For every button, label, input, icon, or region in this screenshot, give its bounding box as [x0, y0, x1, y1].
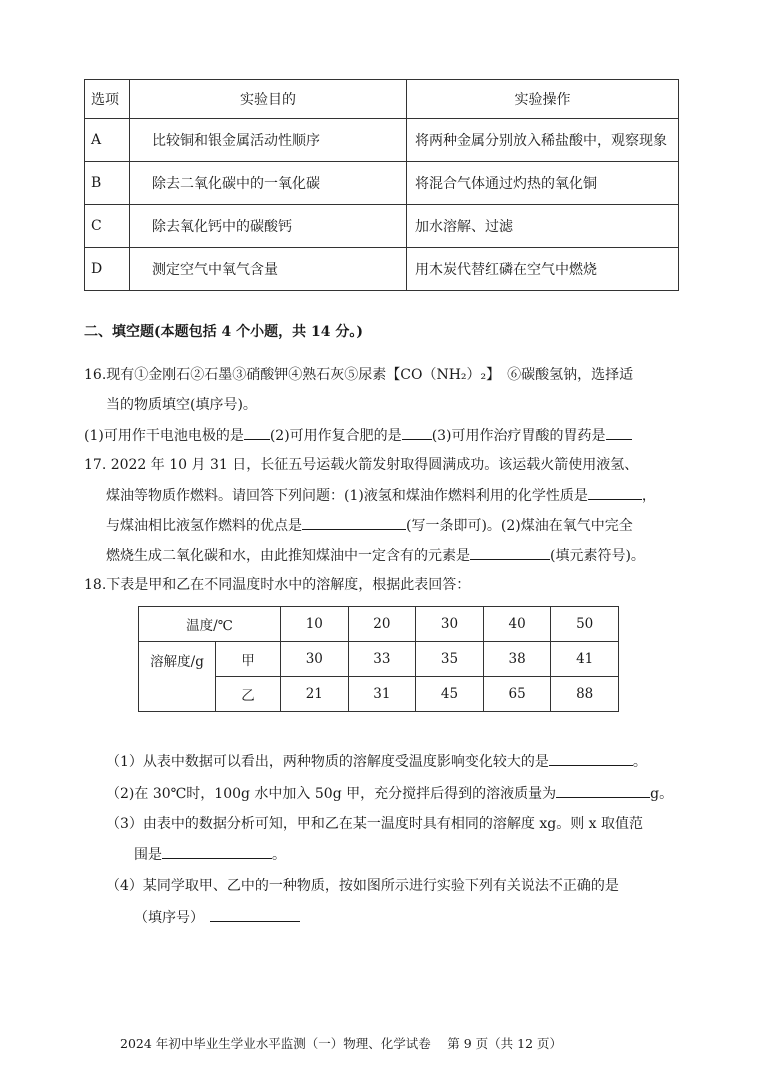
option-label: A [85, 119, 130, 162]
q16-line3 [84, 425, 632, 446]
temp-label: 温度/℃ [139, 607, 281, 642]
answer-blank[interactable] [302, 515, 406, 530]
answer-blank[interactable] [402, 425, 432, 440]
purpose-cell: 测定空气中氧气含量 [130, 248, 407, 291]
solubility-table [138, 606, 619, 712]
answer-blank[interactable] [549, 751, 633, 766]
page-footer: 2024 年初中毕业生学业水平监测（一）物理、化学试卷 第 9 页（共 12 页） [120, 1036, 563, 1051]
header-purpose: 实验目的 [130, 80, 407, 119]
answer-blank[interactable] [210, 907, 300, 922]
table-row [85, 162, 679, 205]
operation-cell: 用木炭代替红磷在空气中燃烧 [407, 248, 679, 291]
q17-line3: 与煤油相比液氢作燃料的优点是 (写一条即可)。(2)煤油在氧气中完全 [106, 515, 633, 536]
table-row [85, 248, 679, 291]
q16-sub3: (3)可用作治疗胃酸的胃药是 [431, 428, 606, 444]
option-label: C [85, 205, 130, 248]
q18-sub2: （2)在 30℃时，100g 水中加入 50g 甲，充分搅拌后得到的溶液质量为 g。 [106, 783, 673, 804]
q16-sub2: (2)可用作复合肥的是 [269, 428, 402, 444]
answer-blank[interactable] [162, 844, 272, 859]
option-table-header [85, 80, 679, 119]
solubility-label: 溶解度/g [139, 642, 216, 712]
operation-cell: 将混合气体通过灼热的氧化铜 [407, 162, 679, 205]
q18-sub3-line1: （3）由表中的数据分析可知，甲和乙在某一温度时具有相同的溶解度 xg。则 x 取值范 [106, 816, 644, 832]
answer-blank[interactable] [244, 425, 270, 440]
answer-blank[interactable] [606, 425, 632, 440]
table-row: 温度/℃ 10 20 30 40 50 [139, 607, 619, 642]
operation-cell: 加水溶解、过滤 [407, 205, 679, 248]
q16-line2: 当的物质填空(填序号)。 [106, 397, 257, 413]
q18-sub4-line1: （4）某同学取甲、乙中的一种物质，按如图所示进行实验下列有关说法不正确的是 [106, 878, 619, 894]
q18-sub3-line2: 围是 。 [134, 844, 286, 865]
table-row [85, 119, 679, 162]
purpose-cell: 除去氧化钙中的碳酸钙 [130, 205, 407, 248]
purpose-cell: 除去二氧化碳中的一氧化碳 [130, 162, 407, 205]
q17-line2: 煤油等物质作燃料。请回答下列问题：(1)液氢和煤油作燃料利用的化学性质是 ， [106, 485, 656, 506]
option-label: B [85, 162, 130, 205]
q18-intro: 18.下表是甲和乙在不同温度时水中的溶解度，根据此表回答： [84, 577, 471, 593]
table-row: 溶解度/g 甲 30 33 35 38 41 [139, 642, 619, 677]
q17-line4: 燃烧生成二氧化碳和水，由此推知煤油中一定含有的元素是 (填元素符号)。 [106, 545, 645, 566]
answer-blank[interactable] [470, 545, 550, 560]
option-label: D [85, 248, 130, 291]
header-operation: 实验操作 [407, 80, 679, 119]
table-row: 乙 21 31 45 65 88 [139, 677, 619, 712]
table-row [85, 205, 679, 248]
header-option: 选项 [85, 80, 130, 119]
operation-cell: 将两种金属分别放入稀盐酸中，观察现象 [407, 119, 679, 162]
section-title: 二、填空题(本题包括 4 个小题，共 14 分。) [84, 324, 363, 340]
option-table [84, 79, 679, 291]
q17-line1: 17. 2022 年 10 月 31 日，长征五号运载火箭发射取得圆满成功。该运载火箭使用液氢、 [84, 457, 639, 473]
substance-yi: 乙 [216, 677, 281, 712]
answer-blank[interactable] [556, 783, 650, 798]
answer-blank[interactable] [588, 485, 642, 500]
q16-line1: 16.现有①金刚石②石墨③硝酸钾④熟石灰⑤尿素【CO（NH₂）₂】 ⑥碳酸氢钠，选择适 [84, 367, 634, 383]
q16-sub1: (1)可用作干电池电极的是 [84, 428, 244, 444]
q18-sub1: （1）从表中数据可以看出，两种物质的溶解度受温度影响变化较大的是 。 [106, 751, 647, 772]
purpose-cell: 比较铜和银金属活动性顺序 [130, 119, 407, 162]
substance-jia: 甲 [216, 642, 281, 677]
q18-sub4-line2: （填序号） [134, 907, 300, 928]
